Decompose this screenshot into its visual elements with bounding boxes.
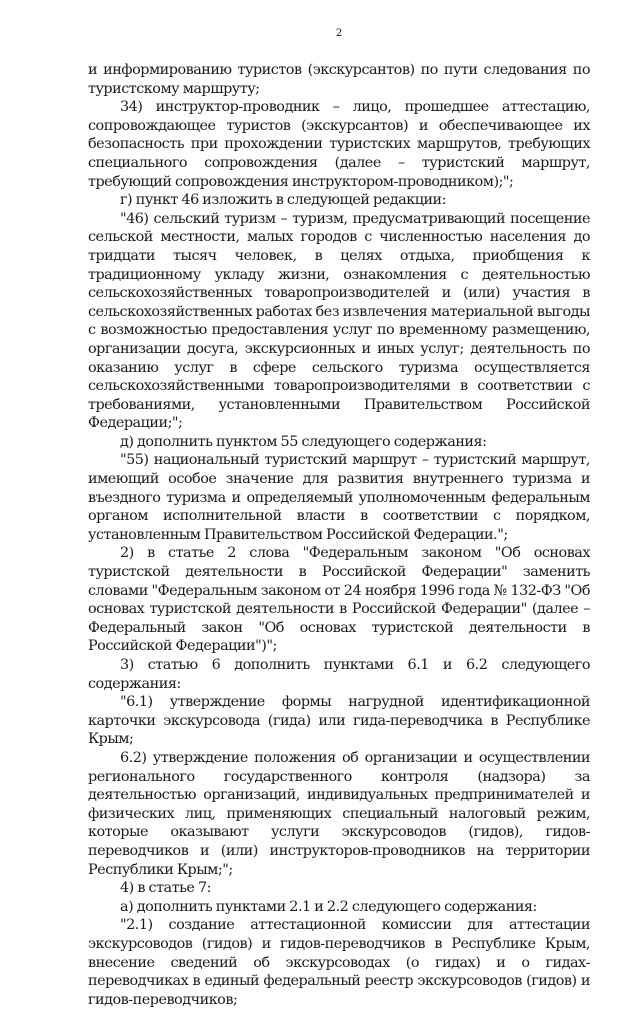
paragraph: 4) в статье 7:: [120, 880, 212, 897]
paragraph: 6.2) утверждение положения об организации и осуществлении регионального государственного контроля (надзора) за деятельностью организаций, индивидуальных предпринимателей и физических лиц, применяющих специальный налоговый режим, которые оказывают услуги экскурсоводов (гидов), гидов-переводчиков и (или) инструкторов-проводников на территории Республики Крым;";: [88, 749, 590, 878]
page-number: 2: [335, 28, 343, 39]
paragraph: 2) в статье 2 слова "Федеральным законом "Об основах туристской деятельности в Российской Федерации" заменить словами "Федеральным законом от 24 ноября 1996 года № 132-ФЗ "Об основах туристской деятельности в Российской Федерации" (далее – Федеральный закон "Об основах туристской деятельности в Российской Федерации")";: [88, 545, 590, 655]
document-body: [88, 61, 590, 1009]
paragraph: "55) национальный туристский маршрут – туристский маршрут, имеющий особое значение для развития внутреннего туризма и въездного туризма и определяемый уполномоченным федеральным органом исполнительной власти в соответствии с порядком, установленным Правительством Российской Федерации.";: [88, 452, 590, 543]
paragraph: д) дополнить пунктом 55 следующего содержания:: [120, 433, 487, 450]
paragraph: а) дополнить пунктами 2.1 и 2.2 следующего содержания:: [120, 898, 537, 915]
paragraph: "46) сельский туризм – туризм, предусматривающий посещение сельской местности, малых городов с численностью населения до тридцати тысяч человек, в целях отдыха, приобщения к традиционному укладу жизни, ознакомления с деятельностью сельскохозяйственных товаропроизводителей и (или) участия в сельскохозяйственных работах без извлечения материальной выгоды с возможностью предоставления услуг по временному размещению, организации досуга, экскурсионных и иных услуг; деятельность по оказанию услуг в сфере сельского туризма осуществляется сельскохозяйственными товаропроизводителями в соответствии с требованиями, установленными Правительством Российской Федерации;";: [88, 210, 590, 432]
paragraph: "6.1) утверждение формы нагрудной идентификационной карточки экскурсовода (гида) или гида-переводчика в Республике Крым;: [88, 694, 590, 748]
paragraph: 34) инструктор-проводник – лицо, прошедшее аттестацию, сопровождающее туристов (экскурсантов) и обеспечивающее их безопасность при прохождении туристских маршрутов, требующих специального сопровождения (далее – туристский маршрут, требующий сопровождения инструктором-проводником);";: [88, 99, 590, 190]
paragraph: и информированию туристов (экскурсантов) по пути следования по туристскому маршруту;: [88, 62, 590, 97]
paragraph: г) пункт 46 изложить в следующей редакции:: [120, 192, 446, 209]
paragraph: "2.1) создание аттестационной комиссии для аттестации экскурсоводов (гидов) и гидов-переводчиков в Республике Крым, внесение сведений об экскурсоводах (о гидах) и о гидах-переводчиках в единый федеральный реестр экскурсоводов (гидов) и гидов-переводчиков;: [88, 917, 590, 1008]
paragraph: 3) статью 6 дополнить пунктами 6.1 и 6.2 следующего содержания:: [88, 657, 590, 692]
